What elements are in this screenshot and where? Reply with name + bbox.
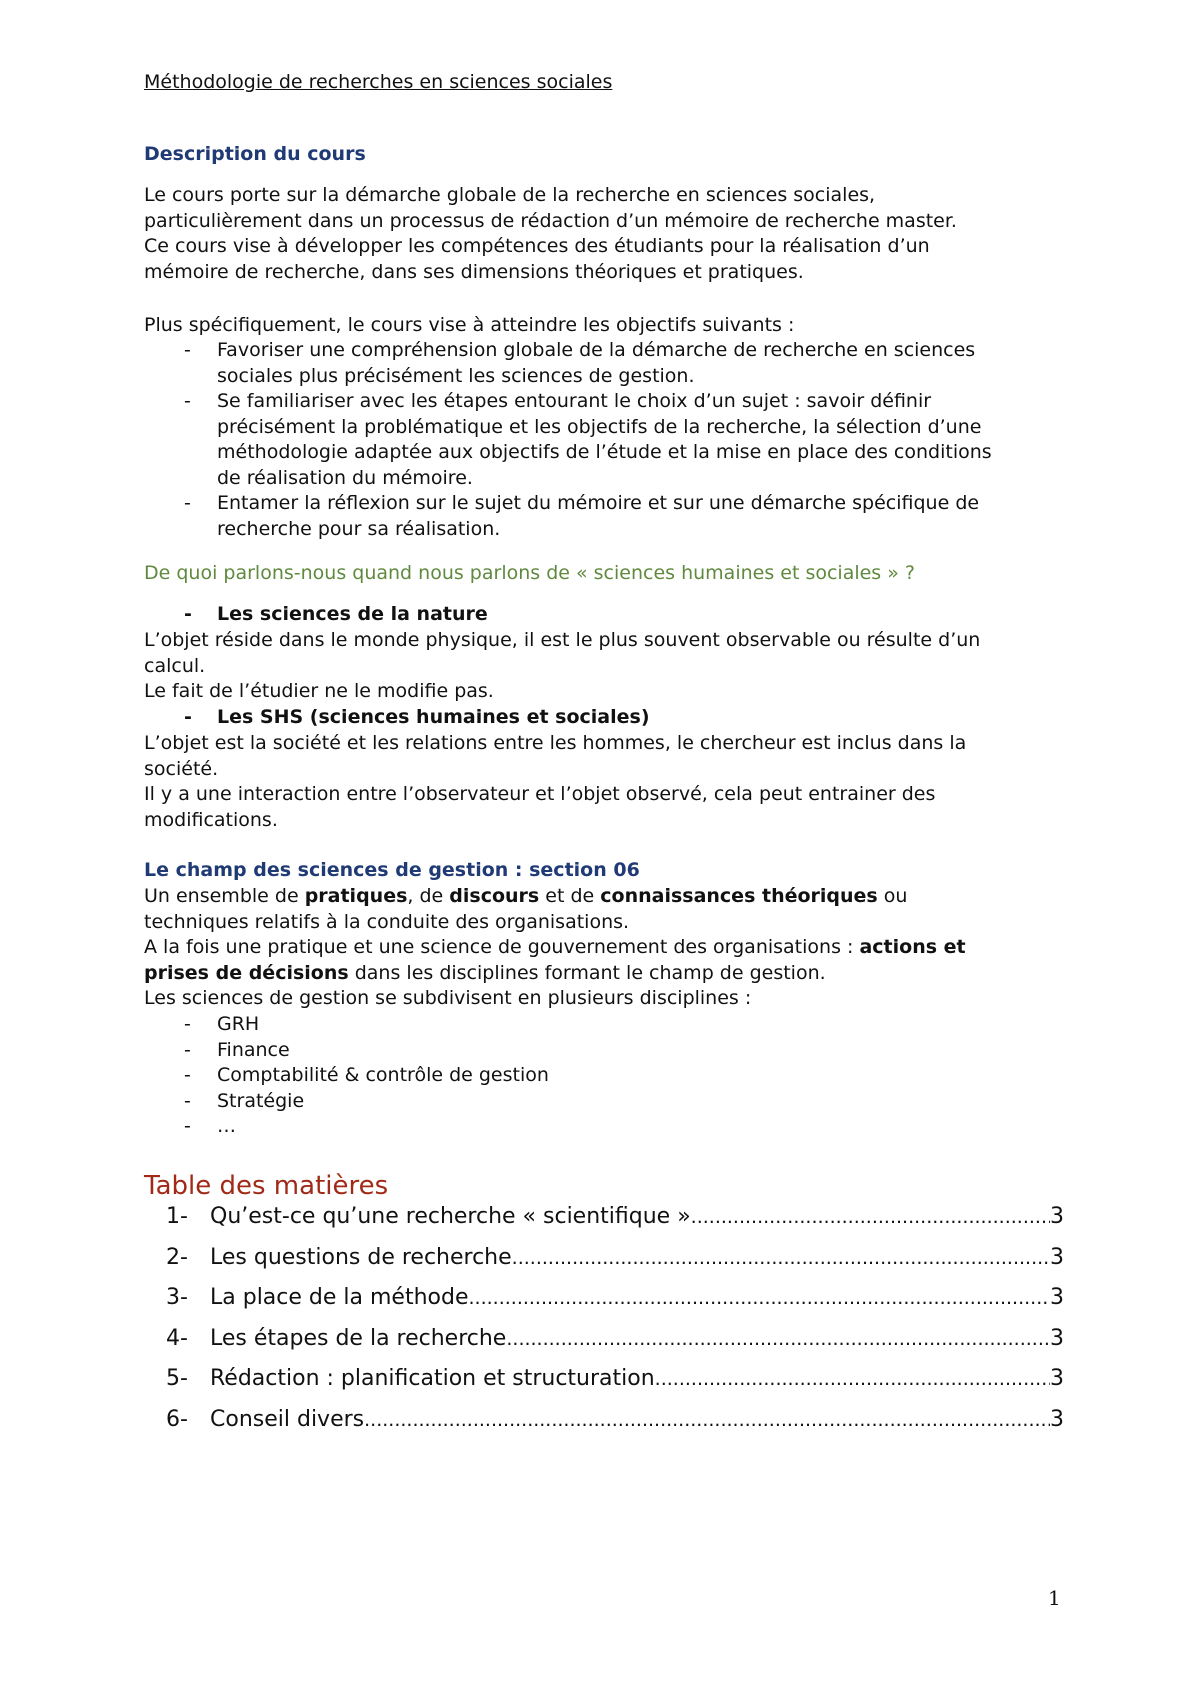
toc-title: Table des matières	[144, 1171, 389, 1201]
list-item	[144, 491, 1064, 542]
gestion-paragraph-1	[144, 884, 1064, 935]
objectives-list	[144, 338, 1064, 542]
toc-entry[interactable]	[144, 1407, 1064, 1448]
toc-leader	[655, 1367, 1050, 1393]
shs-heading-list	[144, 705, 1064, 731]
text-line: de réalisation du mémoire.	[217, 466, 473, 489]
shs-heading: - Les SHS (sciences humaines et sociales)	[144, 705, 1064, 731]
toc-leader	[691, 1205, 1050, 1231]
toc-page-number: 3	[1050, 1204, 1064, 1229]
text-line: prises de décisions dans les disciplines formant le champ de gestion.	[144, 961, 826, 984]
text-line: L’objet est la société et les relations entre les hommes, le chercheur est inclus dans la	[144, 732, 967, 754]
disciplines-intro: Les sciences de gestion se subdivisent en plusieurs disciplines :	[144, 987, 752, 1009]
shs-text	[144, 731, 1064, 833]
text-line: sociales plus précisément les sciences de gestion.	[217, 364, 695, 387]
text-line: particulièrement dans un processus de rédaction d’un mémoire de recherche master.	[144, 209, 957, 232]
shs-question: De quoi parlons-nous quand nous parlons de « sciences humaines et sociales » ?	[144, 562, 915, 584]
toc-number: 4-	[166, 1325, 188, 1351]
toc-text: Les étapes de la recherche	[210, 1325, 507, 1351]
page-number: 1	[1048, 1586, 1061, 1610]
text-line: techniques relatifs à la conduite des organisations.	[144, 910, 630, 933]
list-item	[144, 389, 1064, 491]
toc-number: 3-	[166, 1285, 188, 1310]
toc-entry[interactable]	[144, 1204, 1064, 1245]
text-line: Un ensemble de pratiques, de discours et de connaissances théoriques ou	[144, 885, 908, 907]
toc-page-number: 3	[1050, 1406, 1064, 1432]
toc-text: Les questions de recherche	[210, 1244, 512, 1270]
text-line: précisément la problématique et les objectifs de la recherche, la sélection d’une	[217, 415, 982, 438]
toc-number: 6-	[166, 1406, 188, 1432]
toc-entry[interactable]	[144, 1366, 1064, 1407]
list-item: - …	[144, 1114, 1064, 1140]
text-line: A la fois une pratique et une science de gouvernement des organisations : actions et	[144, 936, 966, 958]
text-line: Le fait de l’étudier ne le modifie pas.	[144, 680, 494, 702]
toc-text: Qu’est-ce qu’une recherche « scientifique »	[210, 1204, 691, 1229]
toc-text: La place de la méthode	[210, 1285, 469, 1310]
toc-page-number: 3	[1050, 1325, 1064, 1351]
toc-text: Conseil divers	[210, 1406, 365, 1432]
gestion-heading: Le champ des sciences de gestion : section 06	[144, 859, 640, 881]
toc-entry[interactable]	[144, 1245, 1064, 1286]
toc-text: Rédaction : planification et structuration	[210, 1366, 655, 1391]
list-item: - Comptabilité & contrôle de gestion	[144, 1063, 1064, 1089]
toc-leader	[364, 1408, 1050, 1434]
page-title: Méthodologie de recherches en sciences sociales	[144, 71, 613, 93]
text-line: - Entamer la réflexion sur le sujet du mémoire et sur une démarche spécifique de	[217, 492, 980, 514]
nature-heading-list	[144, 602, 1064, 628]
list-item: - Finance	[144, 1038, 1064, 1064]
nature-heading: - Les sciences de la nature	[144, 602, 1064, 628]
objectives-intro: Plus spécifiquement, le cours vise à atteindre les objectifs suivants :	[144, 314, 795, 336]
course-heading: Description du cours	[144, 143, 366, 165]
table-of-contents	[144, 1204, 1064, 1447]
list-item: - Stratégie	[144, 1089, 1064, 1115]
toc-number: 1-	[166, 1204, 188, 1229]
list-item	[144, 338, 1064, 389]
text-line: calcul.	[144, 654, 206, 677]
toc-leader	[469, 1286, 1051, 1312]
list-item: - GRH	[144, 1012, 1064, 1038]
text-line: mémoire de recherche, dans ses dimensions théoriques et pratiques.	[144, 260, 804, 283]
text-line: Ce cours vise à développer les compétences des étudiants pour la réalisation d’un	[144, 235, 930, 257]
nature-text	[144, 628, 1064, 705]
toc-number: 2-	[166, 1244, 188, 1270]
toc-leader	[512, 1246, 1050, 1272]
toc-entry[interactable]	[144, 1285, 1064, 1326]
text-line: Le cours porte sur la démarche globale de la recherche en sciences sociales,	[144, 184, 876, 206]
text-line: recherche pour sa réalisation.	[217, 517, 501, 540]
text-line: - Se familiariser avec les étapes entourant le choix d’un sujet : savoir définir	[217, 390, 932, 412]
disciplines-list	[144, 1012, 1064, 1140]
toc-page-number: 3	[1050, 1285, 1064, 1310]
toc-leader	[506, 1327, 1050, 1353]
text-line: modifications.	[144, 808, 278, 831]
toc-number: 5-	[166, 1366, 188, 1391]
toc-page-number: 3	[1050, 1244, 1064, 1270]
text-line: L’objet réside dans le monde physique, il est le plus souvent observable ou résulte d’un	[144, 629, 981, 651]
gestion-paragraph-2	[144, 935, 1064, 986]
toc-page-number: 3	[1050, 1366, 1064, 1391]
text-line: Il y a une interaction entre l’observateur et l’objet observé, cela peut entrainer des	[144, 783, 936, 805]
toc-entry[interactable]	[144, 1326, 1064, 1367]
course-description	[144, 183, 1064, 285]
text-line: société.	[144, 757, 219, 780]
text-line: méthodologie adaptée aux objectifs de l’étude et la mise en place des conditions	[217, 441, 992, 463]
text-line: - Favoriser une compréhension globale de la démarche de recherche en sciences	[217, 339, 976, 361]
